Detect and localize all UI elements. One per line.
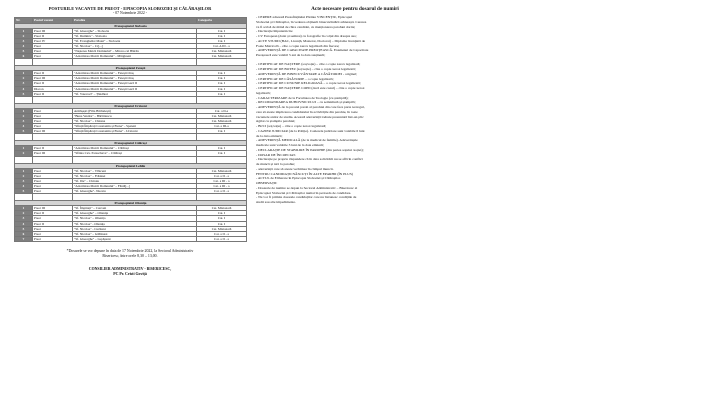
requirement-line: - ACTE STUDII (BAC, Licenţă, Masterat, Doctorat) – Diploma licenţiată de: [256, 38, 366, 43]
requirement-line: - CERERE adresată Preasfinţitului Părinte VINCENŢIU, Episcopul: [256, 15, 353, 19]
table-spacer-row: [15, 59, 247, 66]
cell-postul: Preot: [33, 216, 73, 221]
cell-nr: 5: [15, 129, 33, 134]
cell-postul: Preot: [33, 231, 73, 236]
table-spacer-row: [15, 156, 247, 163]
spacer-cell: [73, 96, 197, 103]
cell-categoria: Cat. a II - a: [197, 173, 247, 178]
cell-nr: 3: [15, 81, 33, 86]
requirement-line: FENTRU CANDIDAȚII NĂSCUȚI ÎN ALTE EPARHII (ÎN PLUS): [256, 171, 353, 176]
cell-parohia: "Sf. Gheorghe" – Slobozia: [73, 28, 197, 33]
group-label: Protopopiatul Slobozia: [15, 23, 247, 28]
requirement-line: - CV European (datat și semnat) cu fotografie în colțul din dreapta sus;: [256, 34, 357, 38]
cell-nr: 4: [15, 221, 33, 226]
table-spacer-row: [15, 194, 247, 201]
cell-postul: Preot: [33, 124, 73, 129]
cell-categoria: Cat. I: [197, 86, 247, 91]
cell-postul: Preot II: [33, 146, 73, 151]
document-date: - 07 Noiembrie 2022 -: [113, 11, 147, 16]
cell-postul: Preot II: [33, 91, 73, 96]
requirement-line: - CERTIFICAT DE NAŞTERE (soț/soție) – câte o copie xerox legalizată;: [256, 62, 361, 67]
deadline-note: [14, 249, 246, 259]
requirement-line: - BI/CI (soţ/soţie) – câte o copie xerox legalizată;: [256, 124, 327, 129]
cell-postul: Preot II: [33, 211, 73, 216]
right-page: [256, 6, 454, 205]
requirement-line: - Nu vor fi primite dosarele candidaţilor care nu întrunesc condiţiile de: [256, 195, 357, 200]
cell-nr: 6: [15, 231, 33, 236]
spacer-cell: [15, 59, 33, 66]
cell-postul: Preot: [33, 119, 73, 124]
requirement-line: studii sau alte impedimente.: [256, 200, 296, 205]
cell-parohia: Armășești (Filia Bărbulești): [73, 108, 197, 113]
cell-nr: 4: [15, 124, 33, 129]
requirement-line: - ACTUL de Eliberare în Episcopia Sloboziei și Călărașilor.: [256, 176, 341, 181]
cell-categoria: Cat. I: [197, 38, 247, 43]
cell-parohia: "Sf. Gheorghe" – Oltenița: [73, 211, 197, 216]
cell-parohia: "Sf. Nicolae" - Oltenița: [73, 221, 197, 226]
cell-categoria: Cat. I: [197, 221, 247, 226]
cell-nr: 2: [15, 76, 33, 81]
cell-parohia: "Adormirea Maicii Domnului" – Fetești Oraș: [73, 76, 197, 81]
requirement-line: - ADEVERINȚĂ de la preotul paroh al parohiei din care face parte teologul,: [256, 105, 365, 110]
header-categoria: Categoria: [197, 18, 247, 23]
cell-categoria: Cat. a II - a: [197, 236, 247, 241]
requirement-line: - ADEVERINŢĂ MEDICALĂ (de la medicul de familie). Adeverințele: [256, 138, 358, 143]
requirement-line: - Dosarele de numire se depun la Sectorul Administrativ – Bisericesc al: [256, 185, 358, 190]
table-row: [15, 236, 247, 241]
cell-nr: 5: [15, 91, 33, 96]
requirement-line: - CAZIER JUDICIAR (de la Poliţie). Cazierele judiciare sunt valabile 6 luni: [256, 128, 365, 133]
cell-categoria: Cat. I: [197, 216, 247, 221]
cell-categoria: Cat. I: [197, 28, 247, 33]
left-page: [14, 6, 246, 277]
cell-parohia: "Sf. Nicolae" – Frăsinet: [73, 173, 197, 178]
cell-parohia: "Sf. Împărați" – Curcani: [73, 206, 197, 211]
cell-parohia: "Sfinții Împărați Constantin și Elena" - Spateni: [73, 124, 197, 129]
requirement-line: - CERTIFICAT DE BOTEZ (soț/soție) – câte o copie xerox legalizată;: [256, 67, 356, 72]
cell-parohia: "Sfânta Cuv. Parascheva" – Călărași: [73, 151, 197, 156]
requirement-line: - CERTIFICAT DE CĂSĂTORIE – o copie legalizată;: [256, 76, 334, 81]
cell-parohia: "Adormirea Maicii Domnului" – Fetești Gară II: [73, 81, 197, 86]
cell-postul: Preot: [33, 113, 73, 118]
cell-categoria: Cat. Misionară: [197, 206, 247, 211]
cell-parohia: "Sf. Nicolae" – Gâlbinasi: [73, 231, 197, 236]
cell-categoria: Cat. a II - a: [197, 231, 247, 236]
spacer-cell: [15, 156, 33, 163]
cell-postul: Preot II: [33, 33, 73, 38]
cell-postul: Preot IV: [33, 38, 73, 43]
spacer-cell: [33, 96, 73, 103]
cell-parohia: "Sf. Ilie" – Chiroiu: [73, 178, 197, 183]
requirement-line: - CERTIFICAT DE NAŞTERE COPII (dacă este cazul) – câte o copie xerox: [256, 86, 365, 91]
cell-categoria: Cat. a II-a: [197, 108, 247, 113]
requirement-line: - DECLARAŢIE DE STABILIRE ÎN PAROHIE (din partea soțului /soției);: [256, 147, 364, 152]
group-label: Protopopiatul Călărași: [15, 141, 247, 146]
requirement-line: - RECOMANDAREA DUHOVNICULUI – cu semnătură și ștampilă;: [256, 100, 356, 105]
requirement-line: - Declaraţie împuternicire: [256, 29, 293, 34]
requirements-list: [256, 15, 454, 205]
cell-postul: Preot: [33, 48, 73, 53]
cell-parohia: "Adormirea Maicii Domnului" – Călărași: [73, 146, 197, 151]
cell-categoria: Cat. Misionară: [197, 113, 247, 118]
spacer-cell: [73, 156, 197, 163]
cell-postul: Preot III: [33, 129, 73, 134]
cell-nr: 1: [15, 168, 33, 173]
requirement-line: sigilat cu ștampila parohiei;: [256, 119, 296, 124]
cell-postul: Preot II: [33, 71, 73, 76]
requirement-line: - ADEVERINŢĂ DE CAPACITATE PREOŢEASCĂ. Examenul de Capacitate: [256, 48, 369, 53]
spacer-cell: [197, 156, 247, 163]
spacer-cell: [197, 134, 247, 141]
cell-categoria: Cat. I: [197, 81, 247, 86]
cell-parohia: "Sf. Nicolae" – Vlăiceni: [73, 168, 197, 173]
requirement-line: - DOSAR DE ÎNCOPCIAT.: [256, 152, 296, 157]
cell-parohia: "Sf. Nicolae" – Oltenița: [73, 216, 197, 221]
cell-categoria: Cat. Misionară: [197, 54, 247, 59]
cell-nr: 1: [15, 71, 33, 76]
cell-categoria: Cat. I: [197, 129, 247, 134]
cell-parohia: "Sf. Nicolae" - Curăteni: [73, 226, 197, 231]
requirement-line: va fi scrisă de mână de către candidat, cu menționarea parohiei dorite;: [256, 24, 356, 29]
deadline-note-line2: Bisericesc, între orele 8,30 – 13,00.: [102, 253, 158, 258]
cell-postul: Preot II: [33, 81, 73, 86]
spacer-cell: [33, 134, 73, 141]
requirement-line: - Declarație pe propria răspundere că în data solicitării nu se află în conflict: [256, 157, 364, 162]
cell-categoria: Cat. I: [197, 71, 247, 76]
cell-categoria: Cat. I: [197, 146, 247, 151]
cell-nr: 5: [15, 48, 33, 53]
requirement-line: OBSERVAȚII:: [256, 181, 278, 186]
cell-postul: Preot III: [33, 76, 73, 81]
cell-parohia: "Sf. Voievozi" – Țăndărei: [73, 91, 197, 96]
cell-parohia: "Sf. Gheorghe"- Nucetu: [73, 189, 197, 194]
cell-postul: Preot: [33, 226, 73, 231]
cell-parohia: "Adormirea Maicii Domnului" - Mărgineni: [73, 54, 197, 59]
cell-parohia: "Sf. Evanghelist Matei" – Slobozia: [73, 38, 197, 43]
header-postul: Postul vacant: [33, 18, 73, 23]
cell-parohia: "Sf. Dumitru" - Slobozia: [73, 33, 197, 38]
group-label: Protopopiatul Oltenița: [15, 201, 247, 206]
cell-categoria: Cat. Misionară: [197, 48, 247, 53]
cell-postul: Preot: [33, 43, 73, 48]
requirement-line: Sloboziei şi Călăraşilor, în vederea obţinerii binecuvântării arhierești. Cererea: [256, 19, 367, 24]
spacer-cell: [197, 96, 247, 103]
cell-nr: 1: [15, 28, 33, 33]
cell-parohia: "Sfinții Împărați Constantin și Elena" - Urziceni: [73, 129, 197, 134]
cell-categoria: Cat. a II - a: [197, 189, 247, 194]
requirement-line: vacantele anilor de studiu. Această adeverinţă trebuie prezentată într-un plic: [256, 114, 364, 119]
cell-nr: 3: [15, 216, 33, 221]
spacer-cell: [73, 59, 197, 66]
cell-nr: 2: [15, 151, 33, 156]
spacer-cell: [15, 194, 33, 201]
requirement-line: legalizată;: [256, 90, 271, 95]
spacer-cell: [33, 59, 73, 66]
cell-postul: Diacon: [33, 86, 73, 91]
requirement-line: care să ateste implicarea candidatului în activitățile din parohie, în toate: [256, 109, 358, 114]
requirement-line: - adeverință care să ateste vechimea în câmpul muncii.: [256, 166, 334, 171]
vacancies-table-body: [15, 23, 247, 241]
cell-nr: 2: [15, 113, 33, 118]
cell-categoria: Cat. Misionară: [197, 119, 247, 124]
cell-parohia: "Adormirea Maicii Domnului" – Fetești Oraș: [73, 71, 197, 76]
cell-postul: Preot II: [33, 221, 73, 226]
requirements-title: Acte necesare pentru dosarul de numiri: [311, 6, 399, 12]
cell-nr: 7: [15, 236, 33, 241]
requirement-line: - CARACTERIZARE de la Facultatea de Teologie (cu ștampilă);: [256, 95, 349, 100]
cell-nr: 6: [15, 54, 33, 59]
header-nr: Nr.: [15, 18, 33, 23]
cell-postul: Preot III: [33, 151, 73, 156]
signature-name: PC Pr. Cristi Goviță: [113, 271, 147, 276]
header-parohia: Parohia: [73, 18, 197, 23]
cell-postul: Preot III: [33, 206, 73, 211]
cell-nr: 3: [15, 119, 33, 124]
cell-nr: 1: [15, 206, 33, 211]
cell-parohia: "Sf. Gheorghe" – Lupășteni: [73, 236, 197, 241]
cell-postul: Preot: [33, 168, 73, 173]
cell-categoria: Cat. Misionară: [197, 168, 247, 173]
vacancies-table: [14, 17, 247, 241]
cell-nr: 2: [15, 33, 33, 38]
cell-categoria: Cat. I: [197, 151, 247, 156]
cell-categoria: Cat. a III-a: [197, 124, 247, 129]
cell-nr: 3: [15, 178, 33, 183]
cell-categoria: Cat. I: [197, 33, 247, 38]
cell-parohia: "Sf. Nicolae" – Cr[...]: [73, 43, 197, 48]
cell-nr: 4: [15, 183, 33, 188]
cell-parohia: "Sf. Nicolae" – Chirana: [73, 119, 197, 124]
cell-parohia: "Adormirea Maicii Domnului" – Fetești Gară II: [73, 86, 197, 91]
cell-postul: Preot: [33, 173, 73, 178]
cell-postul: Preot III: [33, 28, 73, 33]
spacer-cell: [15, 134, 33, 141]
spacer-cell: [197, 59, 247, 66]
cell-nr: 5: [15, 189, 33, 194]
cell-categoria: Cat. I: [197, 211, 247, 216]
spacer-cell: [33, 194, 73, 201]
cell-categoria: Cat. I: [197, 91, 247, 96]
requirement-line: - ADEVERINȚĂ DE BINECUVÂNTARE A CĂSĂTORIEI - original;: [256, 71, 358, 76]
spacer-cell: [197, 194, 247, 201]
cell-postul: Preot: [33, 108, 73, 113]
spacer-cell: [73, 134, 197, 141]
cell-nr: 5: [15, 226, 33, 231]
group-label: Protopopiatul Urziceni: [15, 103, 247, 108]
table-spacer-row: [15, 134, 247, 141]
cell-nr: 2: [15, 173, 33, 178]
cell-nr: 2: [15, 211, 33, 216]
requirement-line: Foaie Matricolă – câte o copie xerox legalizată din fiecare;: [256, 43, 340, 48]
document-title: POSTURILE VACANTE DE PREOT - EPISCOPIA SLOBOZIEI ŞI CĂLĂRAŞILOR: [48, 6, 212, 11]
signature-block: [14, 267, 246, 277]
cell-nr: 1: [15, 146, 33, 151]
signature-role: CONSILIER ADMINISTRATIV - BISERICESC,: [88, 266, 172, 271]
cell-categoria: Cat. I: [197, 76, 247, 81]
spacer-cell: [73, 194, 197, 201]
requirement-line: Episcopiei Sloboziei și Călărașilor numai în perioada de candidare.: [256, 190, 352, 195]
cell-nr: 4: [15, 86, 33, 91]
cell-categoria: Cat. A III - a: [197, 43, 247, 48]
spacer-cell: [33, 156, 73, 163]
requirement-line: de la data emiterii;: [256, 133, 283, 138]
cell-categoria: Cat. a III - a: [197, 178, 247, 183]
group-label: Protopopiatul Lehliu: [15, 163, 247, 168]
requirement-line: Preoțească este valabil 5 ani de la data susținerii;: [256, 53, 326, 57]
cell-nr: 3: [15, 38, 33, 43]
cell-postul: Preot: [33, 189, 73, 194]
cell-parohia: "Adormirea Maicii Domnului" – Fântâ[...]: [73, 183, 197, 188]
cell-categoria: Cat. Misionară: [197, 226, 247, 231]
cell-postul: Preot: [33, 54, 73, 59]
cell-nr: 1: [15, 108, 33, 113]
cell-parohia: "Buna Vestire" – Bărbătescu: [73, 113, 197, 118]
table-spacer-row: [15, 96, 247, 103]
deadline-note-line1: *Dosarele se vor depune în data de 17 Noiembrie 2022, la Sectorul Administrativ: [66, 248, 194, 253]
requirement-line: de muncă și nici la parohie;: [256, 162, 296, 167]
requirement-line: medicale sunt valabile 3 luni de la data emiterii;: [256, 143, 325, 148]
spacer-cell: [15, 96, 33, 103]
cell-postul: Preot: [33, 183, 73, 188]
cell-postul: Preot: [33, 236, 73, 241]
cell-categoria: Cat. a III - a: [197, 183, 247, 188]
cell-postul: Preot: [33, 178, 73, 183]
group-label: Protopopiatul Fetești: [15, 66, 247, 71]
requirement-line: - CERTIFICAT DE CUNUNIE RELIGIOASĂ – o copie xerox legalizată;: [256, 81, 361, 86]
cell-parohia: "Nașterea Maicii Domnului" – Mircea cel Bătrân: [73, 48, 197, 53]
cell-nr: 4: [15, 43, 33, 48]
